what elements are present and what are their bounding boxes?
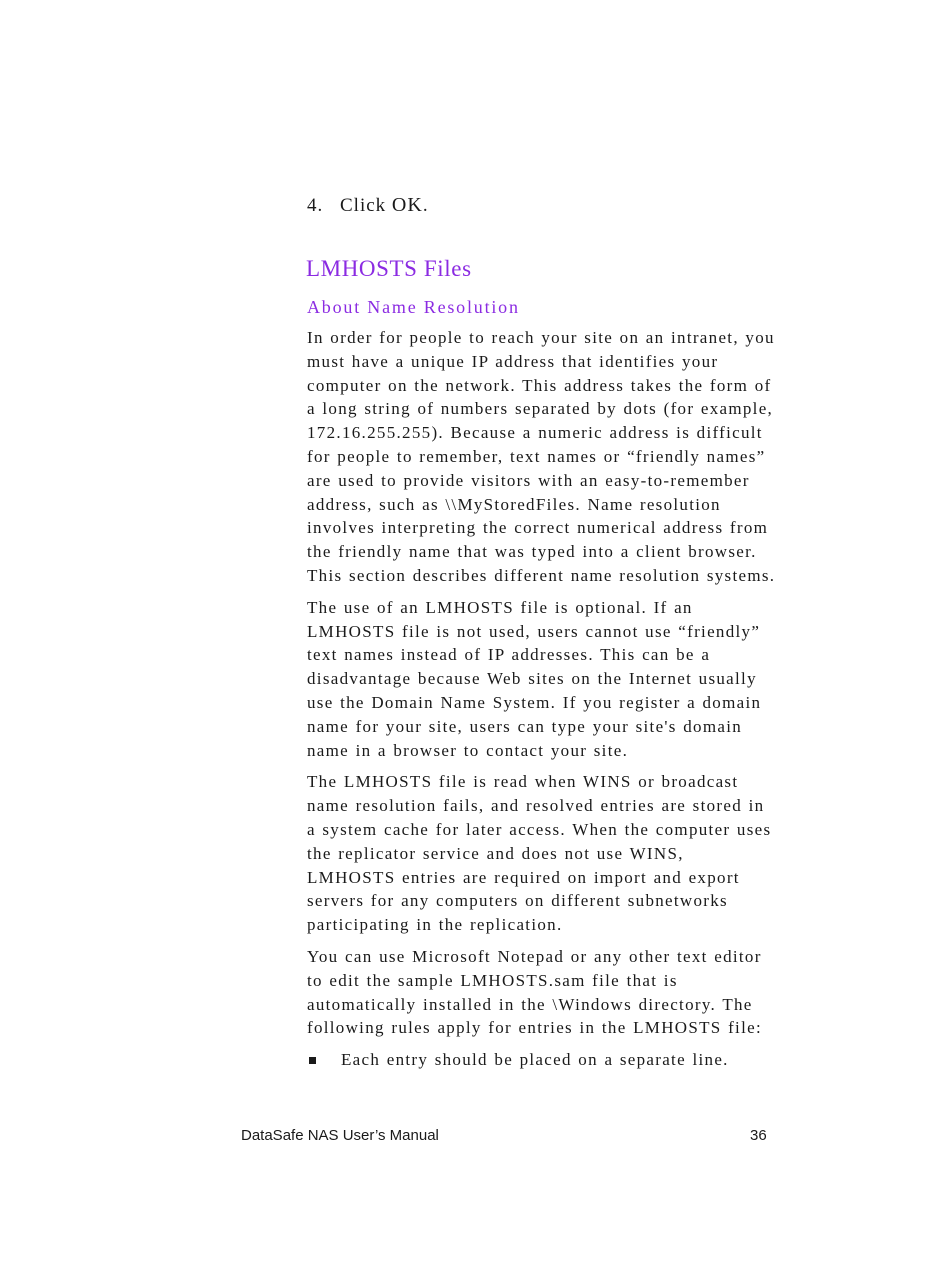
subsection-title: About Name Resolution	[307, 297, 520, 317]
bullet-item	[307, 1048, 777, 1072]
step-number: 4.	[307, 195, 324, 216]
section-title: LMHOSTS Files	[306, 256, 472, 281]
paragraph: You can use Microsoft Notepad or any other text editor to edit the sample LMHOSTS.sam file that is automatically installed in the \Windows directory. The following rules apply for entries in the LMHOSTS file:	[307, 946, 762, 1038]
ok-label: OK	[391, 194, 423, 216]
footer-page-number: 36	[750, 1127, 767, 1144]
bullet-text: Each entry should be placed on a separate line.	[341, 1050, 729, 1070]
step-end: .	[422, 195, 429, 216]
step-item	[307, 192, 429, 219]
body-text	[307, 326, 777, 1072]
footer-manual-title: DataSafe NAS User’s Manual	[241, 1127, 439, 1144]
paragraph: The use of an LMHOSTS file is optional. If an LMHOSTS file is not used, users cannot use “friendly” text names instead of IP addresses. This can be a disadvantage because Web sites on the Internet usually use the Domain Name System. If you register a domain name for your site, users can type your site's domain name in a browser to contact your site.	[307, 597, 762, 760]
step-text: Click	[340, 195, 392, 216]
square-bullet-icon	[309, 1057, 316, 1064]
paragraph: In order for people to reach your site on an intranet, you must have a unique IP address that identifies your computer on the network. This address takes the form of a long string of numbers separated by dots (for example, 172.16.255.255). Because a numeric address is difficult for people to remember, text names or “friendly names” are used to provide visitors with an easy-to-remember address, such as \\MyStoredFiles. Name resolution involves interpreting the correct numerical address from the friendly name that was typed into a client browser. This section describes different name resolution systems.	[307, 328, 776, 585]
paragraph: The LMHOSTS file is read when WINS or broadcast name resolution fails, and resolved entries are stored in a system cache for later access. When the computer uses the replicator service and does not use WINS, LMHOSTS entries are required on import and export servers for any computers on different subnetworks participating in the replication.	[307, 772, 772, 935]
